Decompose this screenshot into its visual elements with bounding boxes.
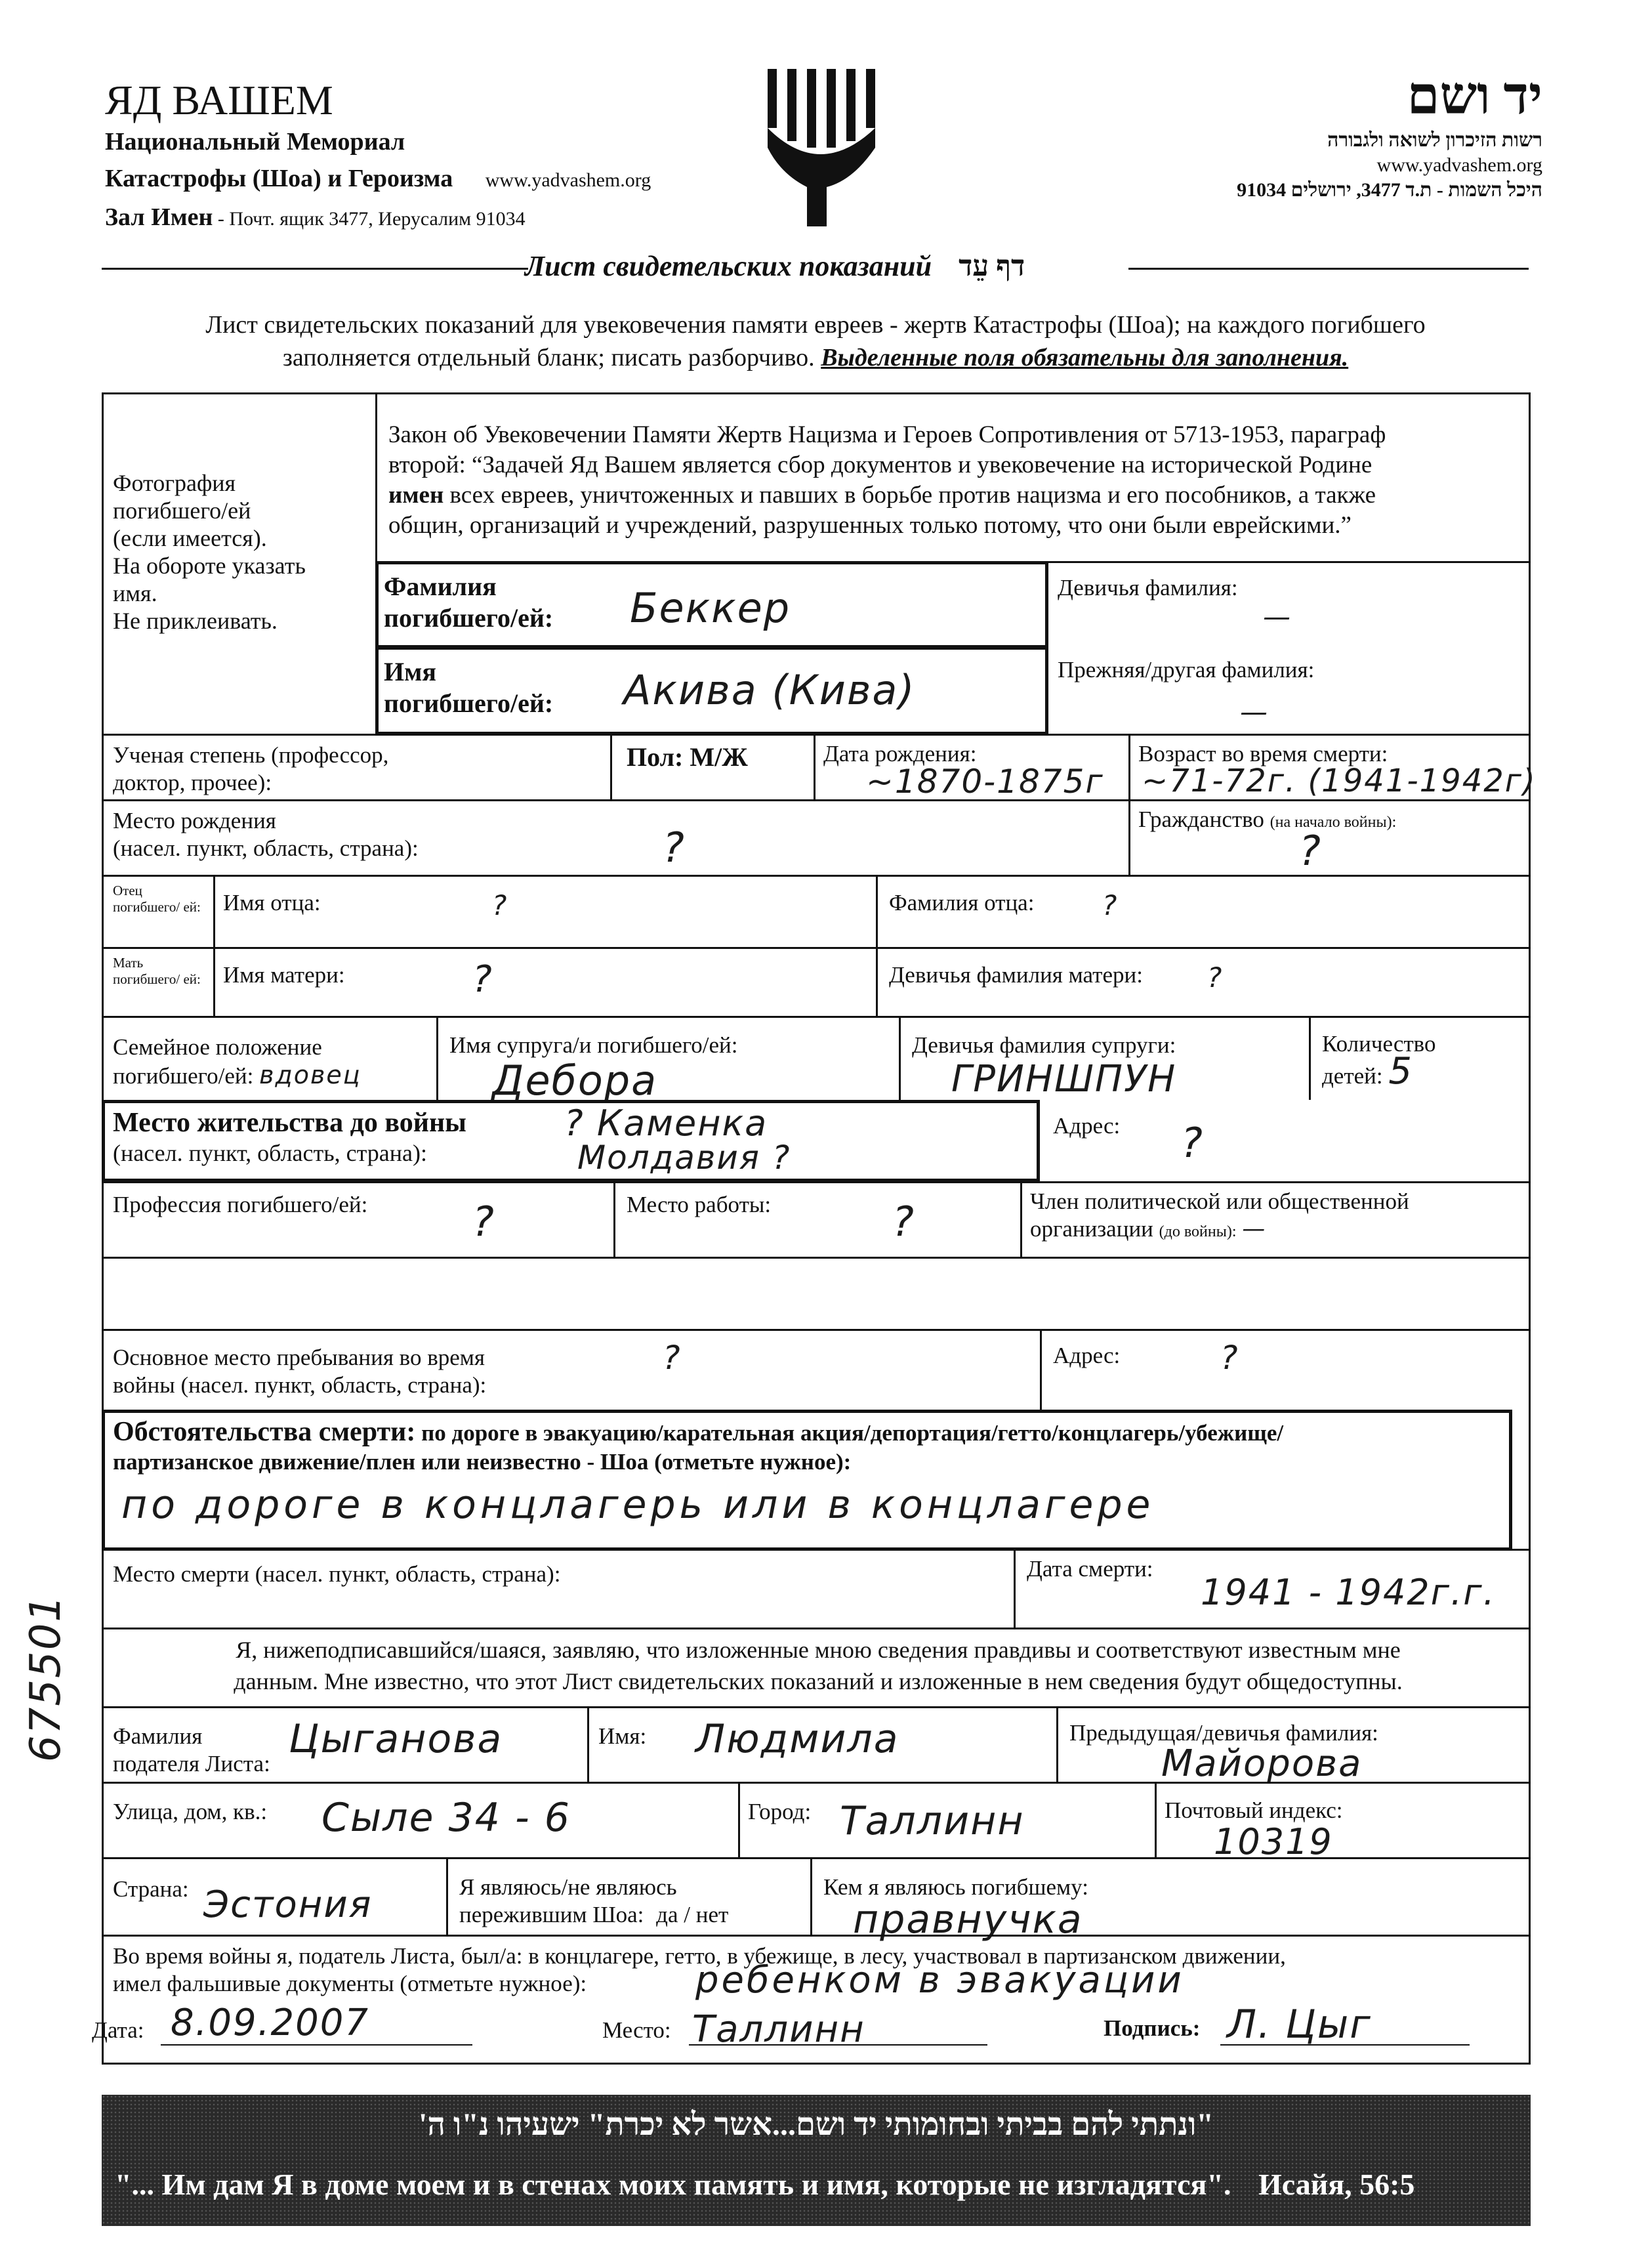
submitter-surname-label-1: Фамилия [113, 1723, 203, 1749]
title-rule-left [102, 268, 528, 270]
yad-vashem-logo-icon [754, 56, 886, 233]
member-label-2-row [1030, 1215, 1409, 1243]
surname-label [384, 571, 553, 634]
submitter-street-label: Улица, дом, кв.: [113, 1799, 268, 1824]
submitter-wartime-label-1: Во время войны я, податель Листа, был/а: в концлагере, гетто, в убежище, в лесу, участвовал в партизанском движении, [113, 1943, 1286, 1969]
form-title: Лист свидетельских показаний [525, 250, 932, 282]
dob-value: ~1870-1875г [866, 763, 1104, 801]
survivor-label-1: Я являюсь/не являюсь [459, 1874, 677, 1900]
form-title-row [525, 249, 1025, 283]
father-surname-value: ? [1102, 889, 1119, 921]
photo-text-1: погибшего/ей [113, 497, 251, 524]
submitter-surname-value: Цыганова [289, 1716, 503, 1762]
father-name-label: Имя отца: [223, 890, 321, 915]
date-underline [161, 2044, 472, 2046]
member-note: (до войны): [1159, 1223, 1237, 1240]
children-label-1: Количество [1322, 1031, 1436, 1057]
father-side-divider [213, 875, 215, 1016]
col-citizenship-left [1128, 799, 1130, 875]
name-label-2: погибшего/ей: [384, 688, 554, 718]
marital-label-1: Семейное положение [113, 1034, 322, 1060]
col-dob-left [814, 734, 816, 799]
header-line3-row [105, 199, 651, 238]
submitter-surname-label-2: подателя Листа: [113, 1751, 270, 1776]
row-rule-14 [102, 1935, 1531, 1937]
children-label [1322, 1030, 1436, 1093]
col-sex-left [610, 734, 612, 799]
row-rule-4 [102, 947, 1531, 949]
residence-label-1: Место жительства до войны [113, 1108, 466, 1138]
mother-maiden-value: ? [1207, 961, 1224, 994]
header-url-left: www.yadvashem.org [485, 169, 651, 191]
row-rule-1 [102, 734, 1531, 736]
signature-label: Подпись: [1104, 2015, 1201, 2041]
header-line2-row [105, 160, 651, 199]
profession-value: ? [472, 1198, 495, 1246]
mother-side-label: Мать погибшего/ ей: [113, 955, 201, 987]
relation-label: Кем я являюсь погибшему: [823, 1874, 1088, 1900]
children-label-2: детей: [1322, 1063, 1383, 1089]
row-rule-12 [102, 1782, 1531, 1784]
intro-line1: Лист свидетельских показаний для увековечения памяти евреев - жертв Катастрофы (Шоа); на каждого погибшего [205, 311, 1426, 339]
degree-label-1: Ученая степень (профессор, [113, 742, 389, 768]
death-circ-options-1: по дороге в эвакуацию/карательная акция/депортация/гетто/концлагерь/убежище/ [415, 1420, 1284, 1446]
wartime-label [113, 1344, 486, 1399]
wartime-label-2: войны (насел. пункт, область, страна): [113, 1372, 487, 1398]
declaration-line1: Я, нижеподписавшийся/шаяся, заявляю, что изложенные мною сведения правдивы и соответствуют известным мне [236, 1637, 1401, 1663]
col-spouse-left [436, 1016, 438, 1100]
death-date-label: Дата смерти: [1027, 1556, 1153, 1582]
margin-number: 675501 [22, 1593, 70, 1763]
signature-underline [1220, 2044, 1470, 2046]
member-label-1: Член политической или общественной [1030, 1188, 1409, 1214]
survivor-label-2: пережившим Шоа: [459, 1902, 644, 1927]
declaration-line2: данным. Мне известно, что этот Лист свидетельских показаний и изложенные в нем сведения будут общедоступны. [234, 1668, 1403, 1694]
submitter-wartime-value: ребенком в эвакуации [695, 1959, 1184, 2002]
submitter-surname-label [113, 1723, 270, 1778]
intro-line2-row [0, 341, 1631, 374]
birthplace-label-1: Место рождения [113, 808, 276, 833]
children-label-2-row [1322, 1050, 1435, 1093]
submitter-city-label: Город: [748, 1799, 812, 1824]
birthplace-value: ? [663, 824, 686, 872]
signature-value: Л. Цыг [1227, 2002, 1372, 2048]
row-rule-7 [102, 1257, 1531, 1259]
spouse-name-label: Имя супруга/и погибшего/ей: [449, 1032, 738, 1058]
col-age-left [1128, 734, 1130, 799]
declaration [113, 1634, 1523, 1697]
death-date-value: 1941 - 1942г.г. [1201, 1572, 1496, 1613]
photo-text-3: На обороте указать [113, 553, 306, 579]
submitter-zip-label: Почтовый индекс: [1165, 1797, 1343, 1823]
col-city-left [738, 1782, 740, 1857]
dob-label: Дата рождения: [823, 741, 977, 766]
footer-russian-quote: "... Им дам Я в доме моем и в стенах моих память и имя, которые не изгладятся". [115, 2168, 1231, 2201]
title-rule-right [1128, 268, 1529, 270]
row-rule-6 [102, 1181, 1531, 1183]
father-side-label: Отец погибшего/ ей: [113, 883, 201, 915]
footer-reference: Исайя, 56:5 [1258, 2168, 1415, 2201]
surname-label-1: Фамилия [384, 572, 497, 601]
header-left [105, 77, 651, 238]
address-value: ? [1181, 1119, 1204, 1167]
footer-russian-row [115, 2167, 1517, 2202]
col-wartime-address-left [1040, 1329, 1042, 1411]
yad-vashem-title-ru: ЯД ВАШЕМ [105, 77, 333, 123]
citizenship-note: (на начало войны): [1270, 814, 1397, 831]
submitter-name-label: Имя: [598, 1723, 647, 1749]
col-children-left [1309, 1016, 1311, 1100]
col-workplace-left [613, 1181, 615, 1257]
citizenship-label: Гражданство [1138, 807, 1264, 832]
place-label: Место: [602, 2017, 671, 2043]
other-surname-value: — [1240, 696, 1269, 728]
header-right [1083, 66, 1542, 203]
age-value: ~71-72г. (1941-1942г) [1142, 763, 1537, 799]
col-father-surname-left [876, 875, 878, 1016]
row-rule-11 [102, 1706, 1531, 1708]
photo-box [113, 469, 369, 635]
date-value: 8.09.2007 [171, 2002, 370, 2044]
place-value: Таллинн [692, 2008, 865, 2051]
header-right-line1: רשות הזיכרון לשואה ולגבורה [1327, 129, 1542, 151]
member-label [1030, 1188, 1409, 1243]
age-label: Возраст во время смерти: [1138, 741, 1388, 766]
other-surname-label: Прежняя/другая фамилия: [1058, 657, 1315, 682]
wartime-label-1: Основное место пребывания во время [113, 1345, 485, 1370]
submitter-prev-value: Майорова [1161, 1742, 1363, 1785]
wartime-address-value: ? [1220, 1339, 1239, 1377]
header-line2: Катастрофы (Шоа) и Героизма [105, 165, 453, 192]
spouse-maiden-value: ГРИНШПУН [951, 1058, 1177, 1101]
wartime-address-label: Адрес: [1053, 1343, 1121, 1368]
row-rule-9 [102, 1549, 1531, 1551]
header-line1: Национальный Мемориал [105, 128, 405, 156]
residence-value-1: ? Каменка [564, 1102, 768, 1144]
row-rule-8 [102, 1329, 1531, 1331]
citizenship-label-row [1138, 806, 1396, 833]
photo-text-5: Не приклеивать. [113, 608, 278, 634]
header-url-right: www.yadvashem.org [1376, 154, 1542, 176]
spouse-maiden-label: Девичья фамилия супруги: [912, 1032, 1176, 1058]
workplace-label: Место работы: [627, 1192, 772, 1217]
submitter-country-value: Эстония [203, 1883, 373, 1926]
death-circ-options-2: партизанское движение/плен или неизвестно - Шоа (отметьте нужное): [113, 1449, 852, 1475]
residence-value-2: Молдавия ? [577, 1139, 791, 1177]
children-value: 5 [1388, 1050, 1414, 1093]
name-label-1: Имя [384, 657, 436, 686]
residence-label [113, 1108, 466, 1168]
marital-label-2-row [113, 1061, 361, 1090]
law-line-2: имен всех евреев, уничтоженных и павших в борьбе против нацизма и его пособников, а также [388, 482, 1376, 509]
marital-value: вдовец [259, 1060, 361, 1089]
death-circ-line1 [113, 1418, 1504, 1448]
death-place-label: Место смерти (насел. пункт, область, страна): [113, 1561, 561, 1587]
surname-label-2: погибшего/ей: [384, 603, 554, 633]
col-submitter-prev-left [1056, 1706, 1058, 1782]
mother-maiden-label: Девичья фамилия матери: [889, 962, 1143, 988]
intro-text [0, 308, 1631, 374]
relation-value: правнучка [853, 1897, 1083, 1942]
col-zip-left [1155, 1782, 1157, 1857]
sex-label: Пол: М/Ж [627, 742, 748, 772]
photo-text-4: имя. [113, 580, 157, 606]
surname-value: Беккер [630, 584, 791, 632]
col-spouse-maiden-left [899, 1016, 901, 1100]
name-label [384, 656, 553, 719]
place-underline [689, 2044, 987, 2046]
row-rule-10 [102, 1628, 1531, 1629]
law-line-1: второй: “Задачей Яд Вашем является сбор документов и увековечение на исторической Родине [388, 452, 1373, 478]
photo-text-0: Фотография [113, 470, 236, 496]
marital-label-2: погибшего/ей: [113, 1063, 254, 1089]
row-rule-2 [102, 799, 1531, 801]
law-text [388, 420, 1523, 541]
citizenship-value: ? [1299, 827, 1322, 875]
col-submitter-name-left [587, 1706, 589, 1782]
row-rule-13 [102, 1857, 1531, 1859]
submitter-street-value: Сыле 34 - 6 [321, 1795, 571, 1841]
col-death-date-left [1014, 1549, 1016, 1628]
submitter-wartime-label-2: имел фальшивые документы (отметьте нужное): [113, 1971, 587, 1996]
yad-vashem-title-he: יד ושם [1407, 68, 1542, 125]
name-value: Акива (Кива) [623, 666, 916, 714]
death-circ-label: Обстоятельства смерти: [113, 1417, 416, 1447]
law-line-3: общин, организаций и учреждений, разрушенных только потому, что они были еврейскими.” [388, 512, 1352, 539]
col-survivor-left [446, 1857, 448, 1935]
member-value: — [1242, 1216, 1267, 1242]
degree-label-2: доктор, прочее): [113, 770, 272, 795]
father-surname-label: Фамилия отца: [889, 890, 1035, 915]
workplace-value: ? [892, 1198, 915, 1246]
footer-banner [102, 2095, 1531, 2226]
wartime-value: ? [663, 1339, 682, 1377]
header-line3: - Почт. ящик 3477, Иерусалим 91034 [213, 208, 526, 230]
spouse-name-value: Дебора [492, 1057, 658, 1104]
residence-label-2: (насел. пункт, область, страна): [113, 1140, 428, 1166]
submitter-country-label: Страна: [113, 1876, 189, 1902]
row-rule-5 [102, 1016, 1531, 1018]
intro-line2: заполняется отдельный бланк; писать разборчиво. [282, 344, 815, 371]
photo-text-2: (если имеется). [113, 525, 267, 551]
row-rule-3 [102, 875, 1531, 877]
address-label: Адрес: [1053, 1113, 1121, 1139]
footer-hebrew-quote: "ונתתי להם בביתי ובחומותי יד ושם...אשר לא יכרת" ישעיהו נ"ו ה' [419, 2107, 1214, 2142]
submitter-city-value: Таллинн [840, 1798, 1025, 1844]
col-member-left [1020, 1181, 1022, 1257]
member-label-2: организации [1030, 1216, 1153, 1242]
father-name-value: ? [492, 889, 508, 921]
law-line-0: Закон об Увековечении Памяти Жертв Нацизма и Героев Сопротивления от 5713-1953, параграф [388, 421, 1386, 448]
degree-label [113, 742, 388, 797]
col-relation-left [810, 1857, 812, 1935]
maiden-value: — [1263, 600, 1292, 633]
header-line3-bold: Зал Имен [105, 203, 213, 231]
death-circ-text [113, 1418, 1504, 1477]
survivor-options: да / нет [656, 1902, 729, 1927]
survivor-label-2-row [459, 1901, 728, 1929]
marital-label [113, 1034, 361, 1090]
profession-label: Профессия погибшего/ей: [113, 1192, 368, 1217]
header-right-line3: היכל השמות - ת.ד 3477, ירושלים 91034 [1237, 179, 1542, 201]
birthplace-label-2: (насел. пункт, область, страна): [113, 835, 419, 861]
birthplace-label [113, 807, 419, 862]
submitter-zip-value: 10319 [1214, 1821, 1333, 1862]
survivor-label [459, 1874, 728, 1929]
submitter-name-value: Людмила [695, 1716, 899, 1762]
death-circ-value: по дороге в концлагерь или в концлагере [121, 1482, 1155, 1528]
maiden-label: Девичья фамилия: [1058, 575, 1238, 600]
mother-name-label: Имя матери: [223, 962, 345, 988]
submitter-prev-label: Предыдущая/девичья фамилия: [1069, 1720, 1378, 1746]
mother-name-value: ? [472, 958, 493, 1001]
form-title-he: דף עֵד [959, 250, 1025, 282]
law-bold-word: имен [388, 482, 444, 509]
date-label: Дата: [92, 2017, 144, 2043]
intro-emphasis: Выделенные поля обязательны для заполнения. [821, 344, 1349, 371]
